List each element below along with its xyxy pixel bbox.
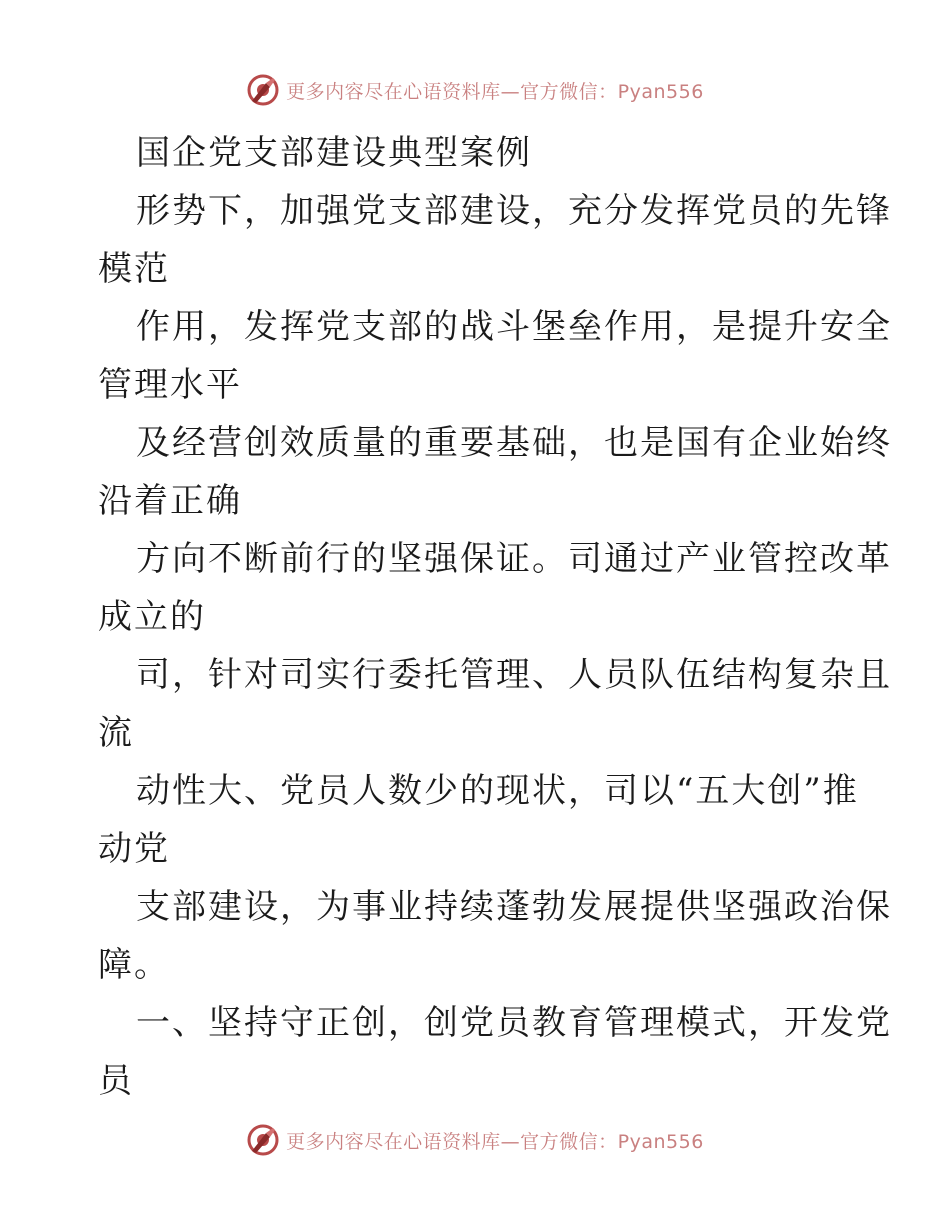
text-line: 支部建设，为事业持续蓬勃发展提供坚强政治保 (136, 887, 892, 927)
text-line: 动性大、党员人数少的现状，司以“五大创”推 (136, 771, 859, 811)
footer-watermark (0, 1120, 950, 1160)
text-line: 员 (98, 1061, 134, 1101)
watermark-wechat-id: Pyan556 (617, 1130, 704, 1153)
document-body (98, 124, 892, 1110)
text-line: 动党 (98, 829, 170, 869)
text-line: 障。 (98, 945, 170, 985)
text-line: 沿着正确 (98, 481, 242, 521)
text-line: 管理水平 (98, 365, 242, 405)
text-line: 方向不断前行的坚强保证。司通过产业管控改革 (136, 539, 892, 579)
text-line: 作用，发挥党支部的战斗堡垒作用，是提升安全 (136, 307, 892, 347)
watermark-text: 更多内容尽在心语资料库—官方微信：Pyan556 (286, 1130, 704, 1153)
header-watermark (0, 70, 950, 110)
text-line: 及经营创效质量的重要基础，也是国有企业始终 (136, 423, 892, 463)
text-line: 流 (98, 713, 134, 753)
watermark-wechat-id: Pyan556 (617, 80, 704, 103)
text-line: 国企党支部建设典型案例 (136, 133, 532, 173)
pen-logo-icon (246, 73, 280, 107)
text-line: 一、坚持守正创，创党员教育管理模式，开发党 (136, 1003, 892, 1043)
text-line: 形势下，加强党支部建设，充分发挥党员的先锋 (136, 191, 892, 231)
watermark-text: 更多内容尽在心语资料库—官方微信：Pyan556 (286, 80, 704, 103)
text-line: 模范 (98, 249, 170, 289)
pen-logo-icon (246, 1123, 280, 1157)
text-line: 成立的 (98, 597, 206, 637)
text-line: 司，针对司实行委托管理、人员队伍结构复杂且 (136, 655, 892, 695)
